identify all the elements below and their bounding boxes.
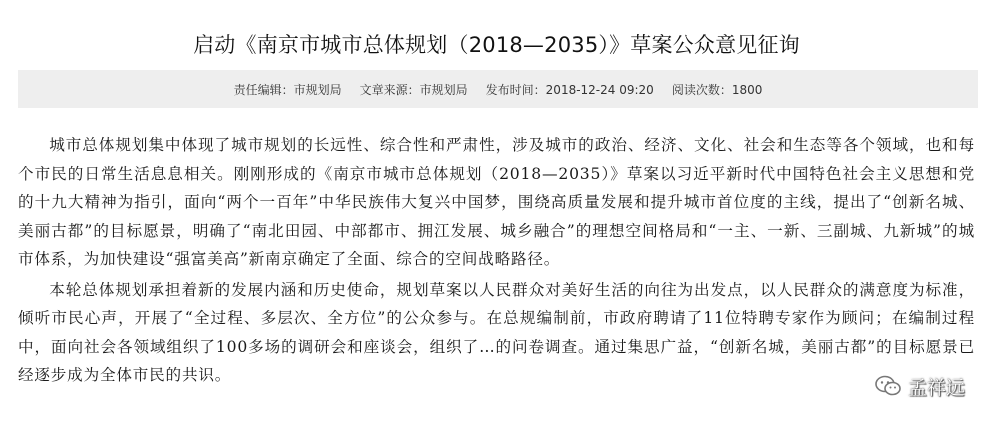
meta-publish-time: 发布时间：2018-12-24 09:20: [485, 82, 654, 97]
article-meta-bar: [18, 70, 978, 108]
page-title: 启动《南京市城市总体规划（2018—2035）》草案公众意见征询: [193, 33, 800, 57]
wechat-icon: [874, 374, 902, 398]
watermark-text: 孟祥远: [907, 376, 965, 399]
article-body: [18, 131, 975, 392]
article-paragraph-2: 本轮总体规划承担着新的发展内涵和历史使命，规划草案以人民群众对美好生活的向往为出发点，以人民群众的满意度为标准，倾听市民心声，开展了“全过程、多层次、全方位”的公众参与。在总规编制前，市政府聘请了11位特聘专家作为顾问；在编制过程中，面向社会各领域组织了100多场的调研会和座谈会，组织了…的问卷调查。通过集思广益，“创新名城，美丽古都”的目标愿景已经逐步成为全体市民的共识。: [18, 280, 975, 384]
meta-views: 阅读次数：1800: [671, 82, 763, 97]
article-paragraph-1: 城市总体规划集中体现了城市规划的长远性、综合性和严肃性，涉及城市的政治、经济、文化、社会和生态等各个领域，也和每个市民的日常生活息息相关。刚刚形成的《南京市城市总体规划（2018—2035）》草案以习近平新时代中国特色社会主义思想和党的十九大精神为指引，面向“两个一百年”中华民族伟大复兴中国梦，围绕高质量发展和提升城市首位度的主线，提出了“创新名城、美丽古都”的目标愿景，明确了“南北田园、中部都市、拥江发展、城乡融合”的理想空间格局和“一主、一新、三副城、九新城”的城市体系，为加快建设“强富美高”新南京确定了全面、综合的空间战略路径。: [18, 136, 975, 268]
watermark: [874, 372, 965, 400]
meta-editor: 责任编辑：市规划局: [233, 82, 342, 97]
meta-source: 文章来源：市规划局: [359, 82, 468, 97]
